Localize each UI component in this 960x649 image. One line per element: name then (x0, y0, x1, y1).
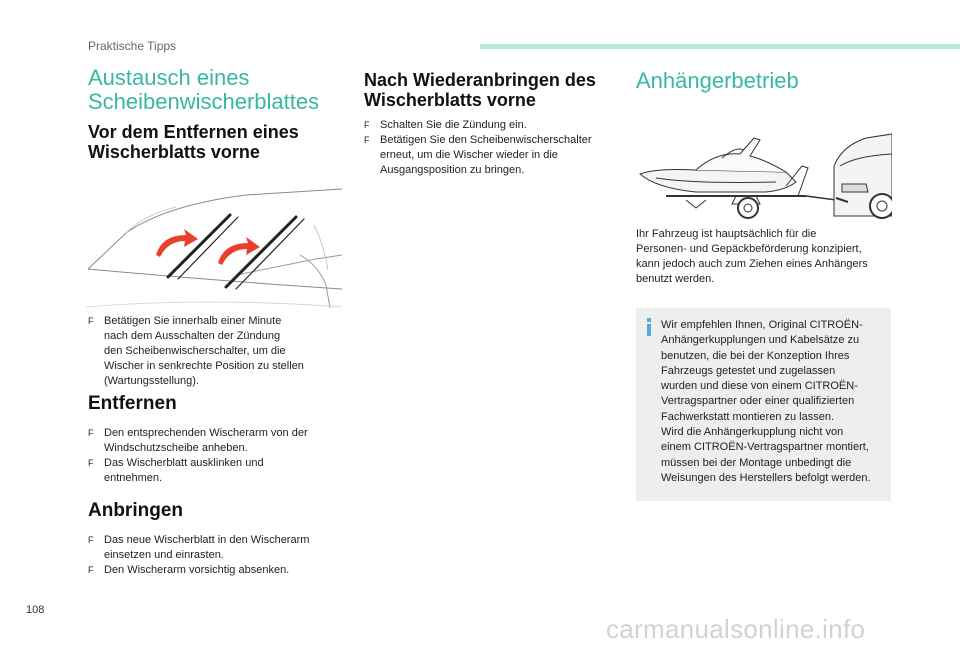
list-item (88, 314, 338, 389)
list-item-line: den Scheibenwischerschalter, um die (104, 345, 286, 357)
subheading-before-removal (88, 122, 348, 162)
page-title-line-2: Scheibenwischerblattes (88, 89, 320, 114)
header-accent-bar (480, 44, 960, 49)
page-title (88, 66, 348, 114)
bullet-marker: F (88, 535, 94, 545)
list-item-line: Schalten Sie die Zündung ein. (380, 119, 527, 131)
bullet-list-installation (88, 533, 338, 578)
list-item-line: Betätigen Sie den Scheibenwischerschalter (380, 134, 592, 146)
info-box-text (661, 318, 887, 486)
info-line: einem CITROËN-Vertragspartner montiert, (661, 441, 869, 454)
list-item-line: Windschutzscheibe anheben. (104, 442, 248, 454)
info-line: Wird die Anhängerkupplung nicht von (661, 426, 844, 439)
subheading-line-2: Wischerblatts vorne (88, 142, 260, 162)
info-line: Weisungen des Herstellers befolgt werden. (661, 471, 871, 484)
list-item-line: Das neue Wischerblatt in den Wischerarm (104, 534, 310, 546)
subheading-line-1: Vor dem Entfernen eines (88, 122, 299, 142)
info-line: benutzen, die bei der Konzeption Ihres (661, 349, 850, 362)
list-item (364, 133, 614, 178)
bullet-marker: F (88, 428, 94, 438)
info-line: müssen bei der Montage unbedingt die (661, 456, 852, 469)
heading-line-2: Wischerblatts vorne (364, 90, 536, 110)
page-number: 108 (26, 604, 45, 616)
info-line: Anhängerkupplungen und Kabelsätze zu (661, 334, 860, 347)
towing-intro-text (636, 227, 894, 287)
list-item-line: Ausgangsposition zu bringen. (380, 164, 525, 176)
text-line: benutzt werden. (636, 273, 715, 285)
list-item (88, 563, 338, 578)
bullet-marker: F (364, 120, 370, 130)
page-title-line-1: Austausch eines (88, 65, 250, 90)
bullet-marker: F (88, 565, 94, 575)
text-line: kann jedoch auch zum Ziehen eines Anhängers (636, 258, 868, 270)
info-line: Vertragspartner oder einer qualifizierten (661, 395, 855, 408)
list-item-line: erneut, um die Wischer wieder in die (380, 149, 558, 161)
heading-entfernen: Entfernen (88, 393, 177, 414)
list-item-line: entnehmen. (104, 472, 163, 484)
list-item (88, 456, 338, 486)
bullet-list-after-reinstall (364, 118, 614, 178)
list-item-line: Den entsprechenden Wischerarm von der (104, 427, 308, 439)
bullet-list-removal (88, 426, 338, 486)
text-line: Personen- und Gepäckbeförderung konzipiert, (636, 243, 862, 255)
list-item-line: Den Wischerarm vorsichtig absenken. (104, 564, 290, 576)
info-icon (644, 318, 654, 336)
bullet-marker: F (88, 458, 94, 468)
heading-anbringen: Anbringen (88, 500, 183, 521)
list-item-line: einsetzen und einrasten. (104, 549, 224, 561)
list-item-line: nach dem Ausschalten der Zündung (104, 330, 281, 342)
info-line: Wir empfehlen Ihnen, Original CITROËN- (661, 319, 863, 331)
heading-line-1: Nach Wiederanbringen des (364, 70, 596, 90)
text-line: Ihr Fahrzeug ist hauptsächlich für die (636, 228, 817, 240)
bullet-marker: F (364, 135, 370, 145)
list-item-line: (Wartungsstellung). (104, 375, 199, 387)
car-towing-jetski-trailer-illustration (636, 126, 892, 222)
info-line: wurden und diese von einem CITROËN- (661, 380, 858, 393)
bullet-list-maintenance-position (88, 314, 338, 389)
list-item-line: Betätigen Sie innerhalb einer Minute (104, 315, 282, 327)
list-item-line: Das Wischerblatt ausklinken und (104, 457, 264, 469)
heading-anhaengerbetrieb: Anhängerbetrieb (636, 68, 799, 93)
info-line: Fahrzeugs getestet und zugelassen (661, 364, 836, 377)
bullet-marker: F (88, 316, 94, 326)
list-item (88, 533, 338, 563)
section-label: Praktische Tipps (88, 39, 177, 53)
list-item-line: Wischer in senkrechte Position zu stellen (104, 360, 304, 372)
info-line: Fachwerkstatt montieren zu lassen. (661, 410, 835, 423)
windshield-wipers-illustration (86, 185, 342, 308)
list-item (88, 426, 338, 456)
heading-after-reinstall (364, 70, 619, 110)
list-item (364, 118, 614, 133)
watermark: carmanualsonline.info (606, 614, 866, 644)
